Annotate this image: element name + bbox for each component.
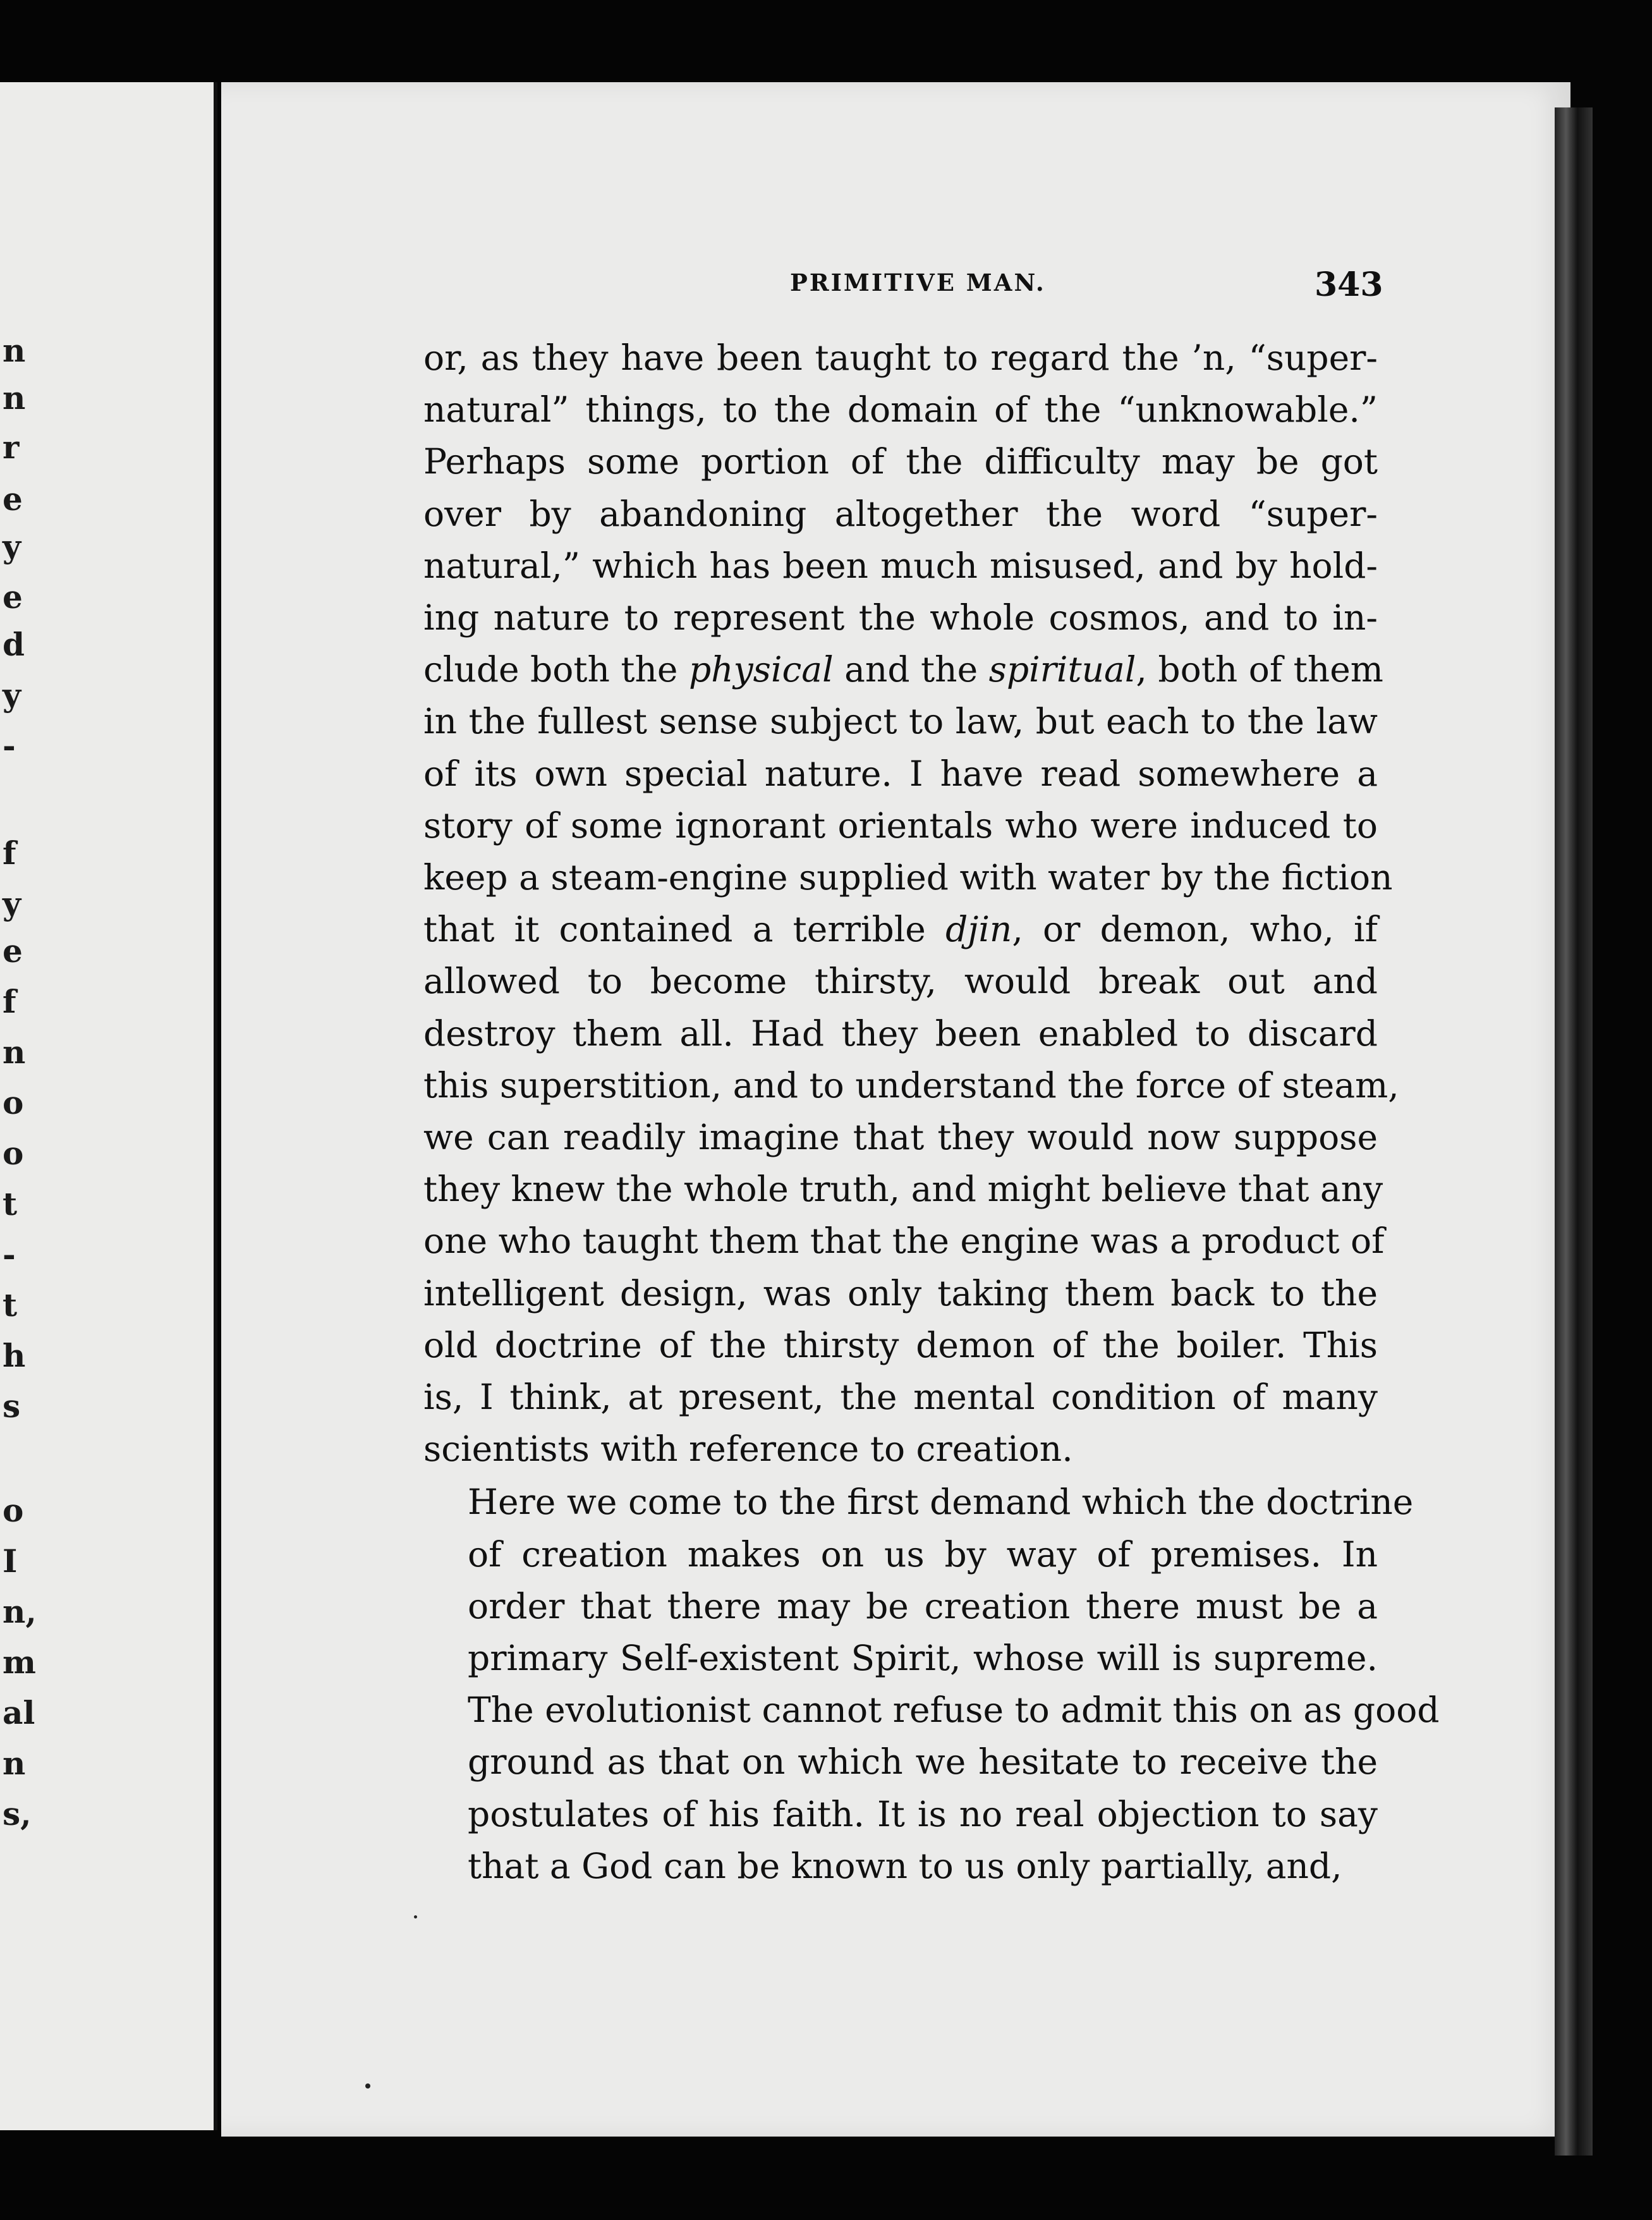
facing-page-fragment: y xyxy=(3,528,21,565)
text-line: postulates of his faith. It is no real objection to say xyxy=(468,1793,1378,1834)
facing-page-fragment: e xyxy=(3,578,23,616)
facing-page-fragment: n xyxy=(3,379,26,417)
text-line: or, as they have been taught to regard the ’n, “super- xyxy=(423,338,1378,378)
facing-page-fragment: f xyxy=(3,834,16,872)
facing-page-fragment: t xyxy=(3,1286,18,1324)
facing-page-fragment: e xyxy=(3,480,23,518)
text-line: destroy them all. Had they been enabled to discard xyxy=(423,1013,1378,1054)
facing-page-fragment: r xyxy=(3,429,20,466)
facing-page-fragment: I xyxy=(3,1542,18,1580)
facing-page-fragment: n xyxy=(3,1745,26,1782)
facing-page-fragment: - xyxy=(3,1236,16,1273)
text-line: keep a steam-engine supplied with water by the fiction xyxy=(423,857,1393,898)
text-line: scientists with reference to creation. xyxy=(423,1429,1073,1470)
text-line: The evolutionist cannot refuse to admit this on as good xyxy=(468,1690,1440,1731)
text-line: is, I think, at present, the mental condition of many xyxy=(423,1377,1378,1418)
ink-speck xyxy=(365,2083,370,2089)
paragraph-1 xyxy=(423,332,1399,1475)
facing-page-fragment: al xyxy=(3,1694,35,1731)
text-line: old doctrine of the thirsty demon of the boiler. This xyxy=(423,1324,1378,1365)
page-edge-shadow xyxy=(1555,107,1593,2156)
text-line: that a God can be known to us only partially, and, xyxy=(468,1845,1342,1886)
facing-page-fragment: n xyxy=(3,1034,26,1071)
facing-page-fragment: d xyxy=(3,626,25,663)
page-number: 343 xyxy=(1315,265,1383,304)
facing-page-fragment: s xyxy=(3,1388,21,1425)
facing-page-fragment: t xyxy=(3,1185,18,1223)
facing-page xyxy=(0,82,217,2130)
body-text xyxy=(423,332,1440,1892)
italic-word: djin xyxy=(945,909,1012,950)
text-line: Perhaps some portion of the difficulty may be got xyxy=(423,441,1378,482)
text-line: natural,” which has been much misused, and by hold- xyxy=(423,545,1378,586)
facing-page-fragment: o xyxy=(3,1492,24,1529)
text-line: clude both the physical and the spiritual, both of them xyxy=(423,649,1383,690)
facing-page-fragment: n xyxy=(3,332,26,369)
facing-page-fragment: y xyxy=(3,885,21,922)
text-line: this superstition, and to understand the force of steam, xyxy=(423,1064,1399,1106)
facing-page-fragment: e xyxy=(3,932,23,970)
text-line: one who taught them that the engine was a product of xyxy=(423,1221,1385,1262)
running-head: PRIMITIVE MAN. xyxy=(790,269,1046,296)
text-line: intelligent design, was only taking them back to the xyxy=(423,1272,1378,1314)
facing-page-fragment: o xyxy=(3,1084,24,1121)
text-line: we can readily imagine that they would now suppose xyxy=(423,1117,1378,1158)
text-line: primary Self-existent Spirit, whose will is supreme. xyxy=(468,1638,1378,1679)
text-line: Here we come to the first demand which the doctrine xyxy=(468,1482,1414,1523)
text-line: they knew the whole truth, and might believe that any xyxy=(423,1169,1383,1210)
facing-page-fragment: s, xyxy=(3,1795,32,1833)
ink-speck xyxy=(414,1915,417,1918)
text-line: story of some ignorant orientals who were induced to xyxy=(423,805,1378,846)
facing-page-fragment: n, xyxy=(3,1593,37,1630)
text-line: ing nature to represent the whole cosmos, and to in- xyxy=(423,597,1378,638)
facing-page-fragment: y xyxy=(3,676,21,714)
italic-word: physical xyxy=(688,649,834,690)
italic-word: spiritual xyxy=(988,649,1136,690)
text-line: of its own special nature. I have read somewhere a xyxy=(423,753,1378,794)
text-line: of creation makes on us by way of premises. In xyxy=(468,1534,1378,1575)
facing-page-fragment: m xyxy=(3,1644,36,1681)
facing-page-fragment: o xyxy=(3,1135,24,1172)
text-line: in the fullest sense subject to law, but each to the law xyxy=(423,701,1378,742)
facing-page-fragment: h xyxy=(3,1337,26,1374)
paragraph-2 xyxy=(423,1476,1440,1892)
facing-page-fragment: f xyxy=(3,983,16,1020)
text-line: ground as that on which we hesitate to receive the xyxy=(468,1741,1378,1783)
text-line: that it contained a terrible djin, or demon, who, if xyxy=(423,909,1378,950)
facing-page-fragment: - xyxy=(3,727,16,764)
text-line: over by abandoning altogether the word “super- xyxy=(423,493,1378,534)
text-line: natural” things, to the domain of the “unknowable.” xyxy=(423,389,1378,430)
text-line: order that there may be creation there must be a xyxy=(468,1585,1378,1626)
text-line: allowed to become thirsty, would break out and xyxy=(423,961,1378,1002)
